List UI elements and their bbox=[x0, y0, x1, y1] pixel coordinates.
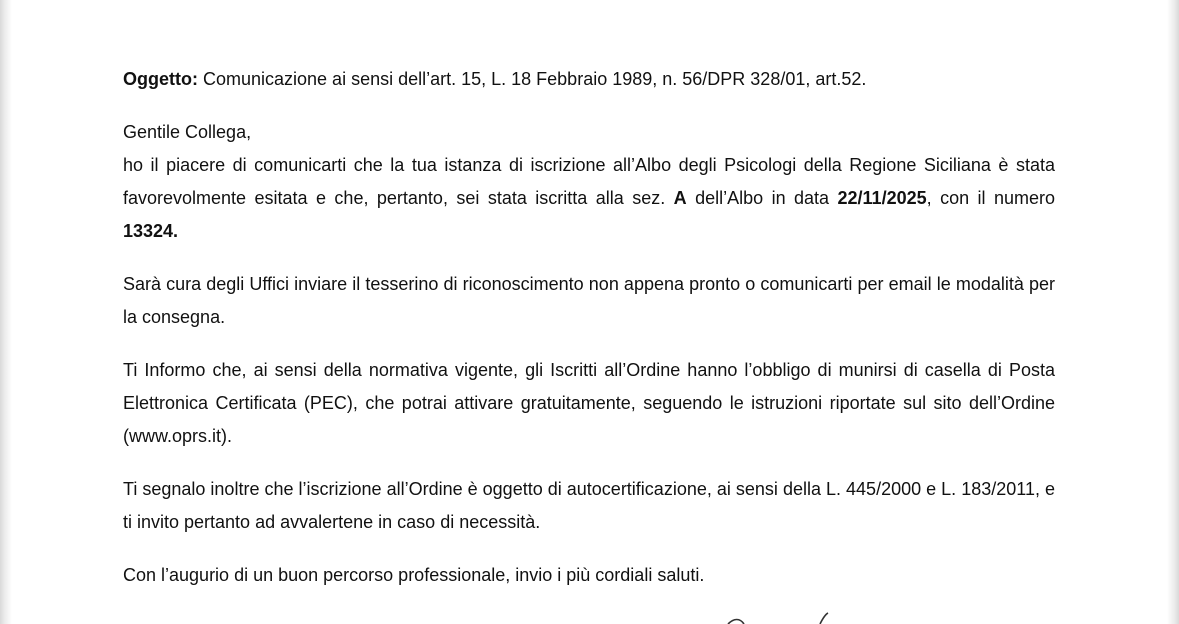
registration-number: 13324. bbox=[123, 221, 179, 241]
paragraph-card: Sarà cura degli Uffici inviare il tesserino di riconoscimento non appena pronto o comunicarti per email le modalità per la consegna. bbox=[123, 274, 1055, 327]
letter-body bbox=[123, 63, 1055, 592]
greeting: Gentile Collega, bbox=[123, 122, 252, 142]
paragraph-self-certification: Ti segnalo inoltre che l’iscrizione all’Ordine è oggetto di autocertificazione, ai sensi della L. 445/2000 e L. 183/2011, e ti invito pertanto ad avvalertene in caso di necessità. bbox=[123, 479, 1055, 532]
registration-text-1: ho il piacere di comunicarti che la tua istanza di iscrizione all’Albo degli Psicologi della Regione Siciliana è stata favorevolmente esitata e che, pertanto, sei stata iscritta alla sez. bbox=[123, 155, 1055, 208]
registration-text-3: , con il numero bbox=[926, 188, 1055, 208]
subject-text: Comunicazione ai sensi dell’art. 15, L. 18 Febbraio 1989, n. 56/DPR 328/01, art.52. bbox=[197, 69, 867, 89]
signature-mark bbox=[720, 612, 850, 624]
page-edge-right bbox=[1167, 0, 1179, 624]
subject-line bbox=[123, 63, 1055, 96]
paragraph-pec: Ti Informo che, ai sensi della normativa vigente, gli Iscritti all’Ordine hanno l’obbligo di munirsi di casella di Posta Elettronica Certificata (PEC), che potrai attivare gratuitamente, seguendo le istruzioni riportate sul sito dell’Ordine (www.oprs.it). bbox=[123, 360, 1055, 446]
paragraph-registration bbox=[123, 149, 1055, 248]
registration-section: A bbox=[673, 188, 687, 208]
closing-line: Con l’augurio di un buon percorso professionale, invio i più cordiali saluti. bbox=[123, 565, 705, 585]
page-edge-left bbox=[0, 0, 12, 624]
registration-date: 22/11/2025 bbox=[837, 188, 927, 208]
subject-label: Oggetto: bbox=[123, 69, 198, 89]
registration-text-2: dell’Albo in data bbox=[686, 188, 838, 208]
